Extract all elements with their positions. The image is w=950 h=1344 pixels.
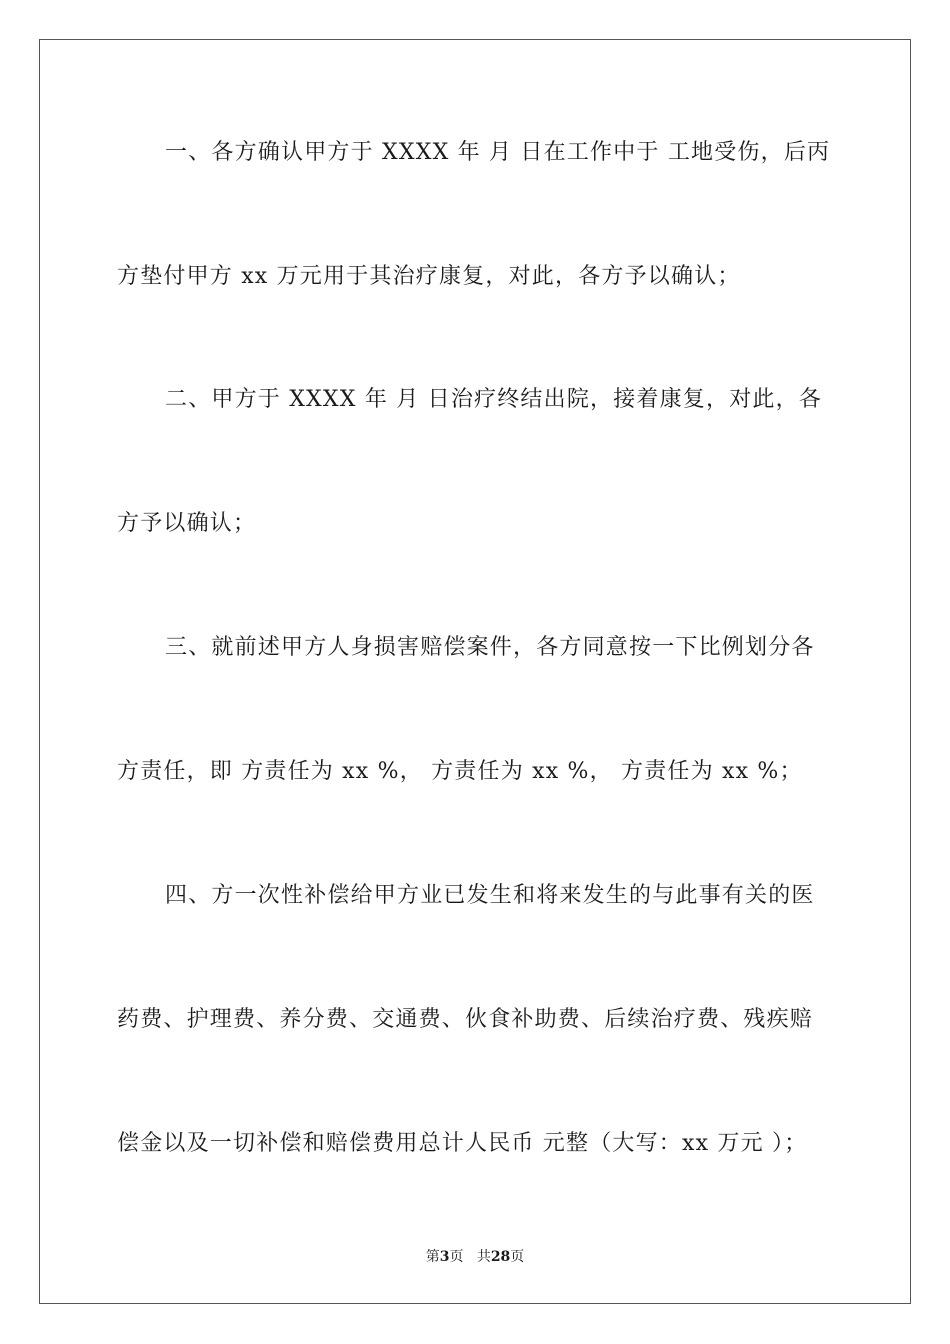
page-prefix: 第 [425,1249,440,1265]
paragraph-3-line-2: 方责任，即 方责任为 xx %， 方责任为 xx %， 方责任为 xx %； [117,759,803,784]
paragraph-1-line-1: 一、各方确认甲方于 XXXX 年 月 日在工作中于 工地受伤，后丙 [165,140,831,165]
paragraph-3-line-1: 三、就前述甲方人身损害赔偿案件，各方同意按一下比例划分各 [165,635,815,660]
total-page-count: 28 [490,1249,511,1265]
current-page-number: 3 [439,1249,450,1265]
total-suffix: 页 [510,1249,525,1265]
paragraph-4-line-1: 四、方一次性补偿给甲方业已发生和将来发生的与此事有关的医 [165,883,815,908]
paragraph-4-line-3: 偿金以及一切补偿和赔偿费用总计人民币 元整（大写：xx 万元 ）； [117,1131,808,1156]
page-border [39,39,911,1304]
page-footer [0,1247,950,1267]
paragraph-4-line-2: 药费、护理费、养分费、交通费、伙食补助费、后续治疗费、残疾赔 [117,1007,814,1032]
paragraph-2-line-1: 二、甲方于 XXXX 年 月 日治疗终结出院，接着康复，对此，各 [165,387,823,412]
page-suffix: 页 [449,1249,464,1265]
paragraph-1-line-2: 方垫付甲方 xx 万元用于其治疗康复，对此，各方予以确认； [117,264,741,289]
paragraph-2-line-2: 方予以确认； [117,511,257,536]
total-prefix: 共 [476,1249,491,1265]
